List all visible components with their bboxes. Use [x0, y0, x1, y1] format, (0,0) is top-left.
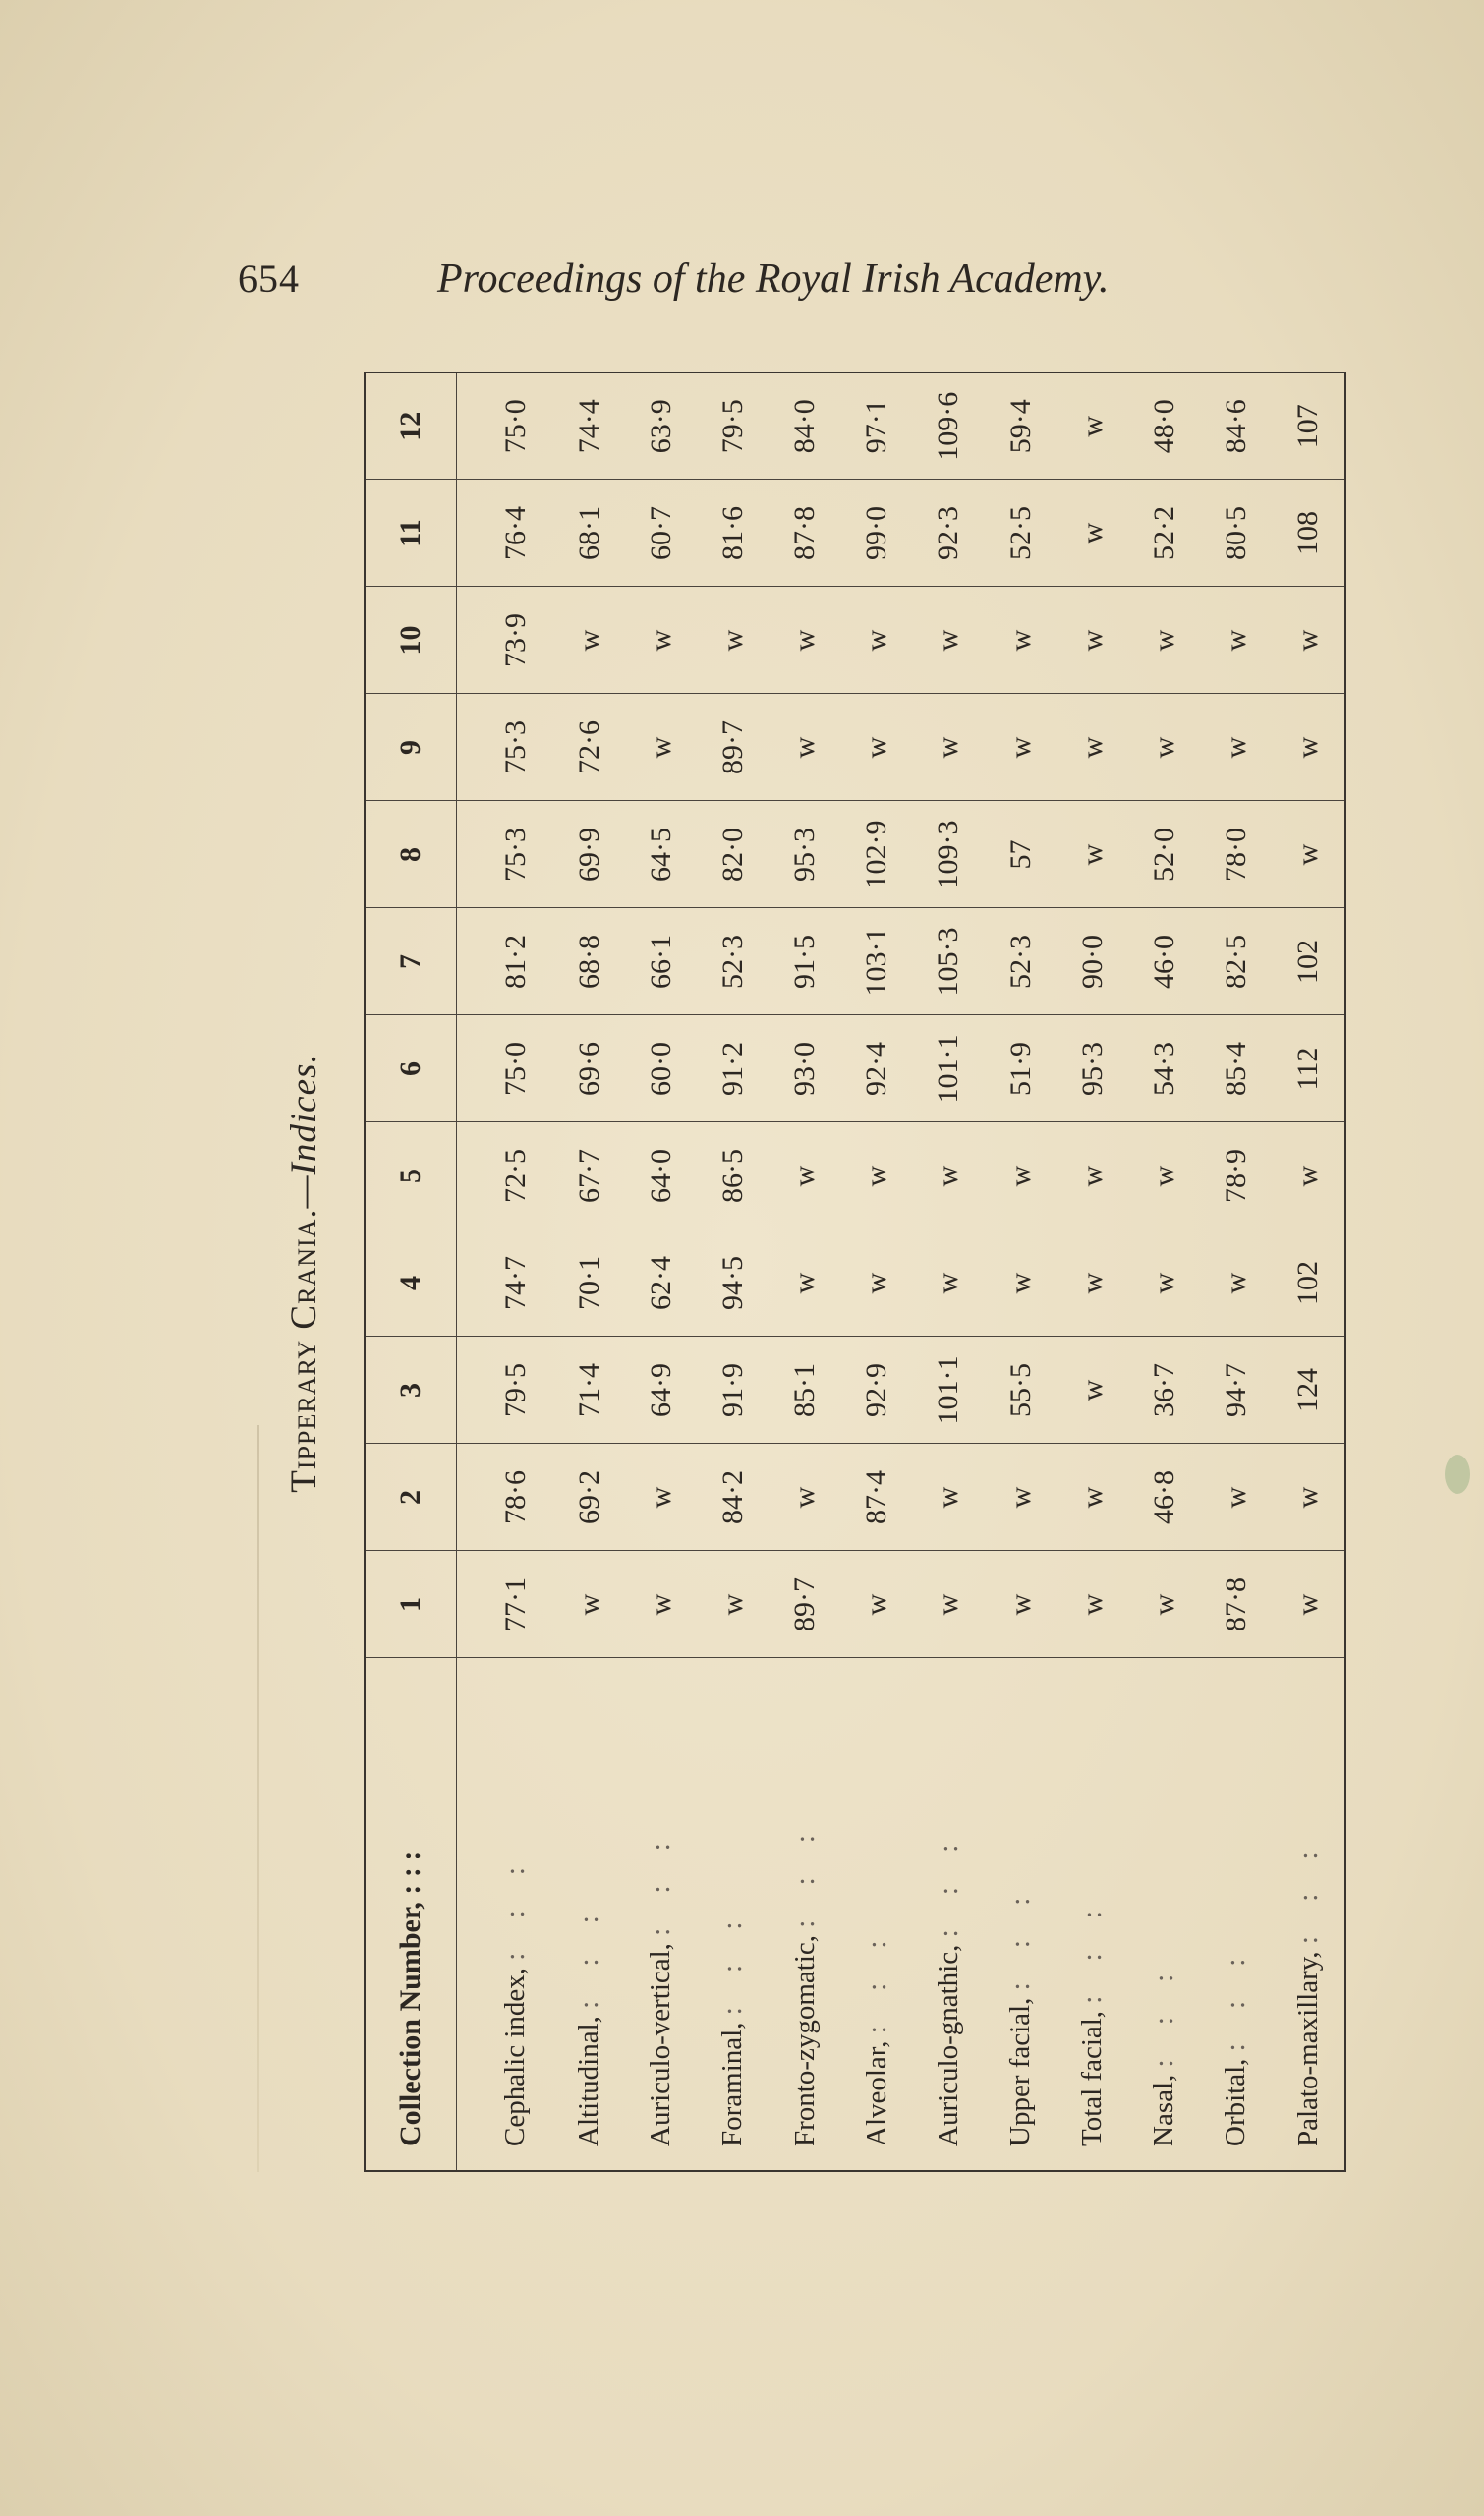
- leader-dots: : : :: [860, 1926, 892, 2034]
- leader-dots: : : :: [932, 1830, 964, 1938]
- table-cell: w: [913, 1444, 985, 1551]
- table-cell: w: [985, 587, 1056, 694]
- table-cell: w: [1056, 801, 1128, 908]
- table-cell: w: [841, 1122, 913, 1229]
- table-row: [553, 372, 625, 2171]
- leader-dots: : : :: [573, 1902, 605, 2009]
- leader-dots: : : :: [394, 1850, 427, 1895]
- row-label: [697, 1658, 769, 2171]
- table-cell: w: [697, 1551, 769, 1658]
- table-cell: w: [769, 1444, 840, 1551]
- table-cell: 108: [1273, 480, 1345, 587]
- leader-dots: : : :: [499, 1854, 532, 1961]
- table-cell: 95·3: [1056, 1015, 1128, 1122]
- table-cell: 91·2: [697, 1015, 769, 1122]
- table-cell: w: [841, 1551, 913, 1658]
- table-cell: w: [913, 1122, 985, 1229]
- table-cell: w: [553, 587, 625, 694]
- row-label-text: Auriculo-vertical,: [645, 1943, 677, 2146]
- table-cell: w: [697, 587, 769, 694]
- table-cell: 48·0: [1128, 372, 1200, 480]
- table-cell: w: [985, 1444, 1056, 1551]
- table-cell: w: [553, 1551, 625, 1658]
- row-label-text: Alveolar,: [860, 2040, 892, 2146]
- table-cell: 75·3: [457, 801, 553, 908]
- table-cell: w: [1273, 1551, 1345, 1658]
- table-cell: w: [1128, 1551, 1200, 1658]
- table-cell: 89·7: [769, 1551, 840, 1658]
- column-header-11: 11: [365, 480, 457, 587]
- leader-dots: : : :: [1076, 1897, 1109, 2004]
- row-label: [625, 1658, 697, 2171]
- row-label: [1273, 1658, 1345, 2171]
- leader-dots: : : :: [788, 1821, 821, 1928]
- table-cell: 52·2: [1128, 480, 1200, 587]
- table-cell: 91·5: [769, 908, 840, 1015]
- table-cell: 95·3: [769, 801, 840, 908]
- table-cell: 87·4: [841, 1444, 913, 1551]
- row-label: [841, 1658, 913, 2171]
- table-cell: 52·3: [985, 908, 1056, 1015]
- table-cell: 70·1: [553, 1229, 625, 1337]
- table-cell: 101·1: [913, 1337, 985, 1444]
- table-cell: w: [841, 694, 913, 801]
- table-cell: w: [769, 1122, 840, 1229]
- row-label-text: Upper facial,: [1004, 1997, 1036, 2146]
- table-cell: 52·5: [985, 480, 1056, 587]
- table-cell: 85·1: [769, 1337, 840, 1444]
- table-cell: 69·9: [553, 801, 625, 908]
- table-cell: w: [985, 1229, 1056, 1337]
- table-cell: 66·1: [625, 908, 697, 1015]
- table-cell: 91·9: [697, 1337, 769, 1444]
- table-cell: 81·2: [457, 908, 553, 1015]
- table-cell: 84·6: [1200, 372, 1272, 480]
- caption-subtitle: —Indices.: [284, 1053, 324, 1209]
- table-cell: 101·1: [913, 1015, 985, 1122]
- table-cell: w: [1200, 587, 1272, 694]
- table-cell: 93·0: [769, 1015, 840, 1122]
- table-header-row: [365, 372, 457, 2171]
- column-header-2: 2: [365, 1444, 457, 1551]
- row-label-text: Total facial,: [1076, 2010, 1109, 2146]
- table-cell: 75·0: [457, 1015, 553, 1122]
- table-cell: 73·9: [457, 587, 553, 694]
- table-cell: 75·0: [457, 372, 553, 480]
- row-label-text: Orbital,: [1220, 2058, 1252, 2146]
- table-cell: w: [913, 1551, 985, 1658]
- table-cell: 103·1: [841, 908, 913, 1015]
- table-row: [625, 372, 697, 2171]
- table-cell: 51·9: [985, 1015, 1056, 1122]
- table-cell: w: [985, 1122, 1056, 1229]
- table-cell: w: [1128, 587, 1200, 694]
- table-cell: 78·9: [1200, 1122, 1272, 1229]
- caption-title: Tipperary Crania.: [284, 1208, 324, 1493]
- table-body: [457, 372, 1346, 2171]
- leader-dots: : : :: [1220, 1944, 1252, 2052]
- table-cell: 60·0: [625, 1015, 697, 1122]
- leader-dots: : : :: [1291, 1837, 1324, 1945]
- table-cell: 67·7: [553, 1122, 625, 1229]
- column-header-6: 6: [365, 1015, 457, 1122]
- leader-dots: : : :: [716, 1908, 749, 2016]
- table-cell: 97·1: [841, 372, 913, 480]
- table-cell: w: [1056, 1551, 1128, 1658]
- table-cell: w: [913, 1229, 985, 1337]
- table-cell: 85·4: [1200, 1015, 1272, 1122]
- row-label: [1200, 1658, 1272, 2171]
- row-label-text: Auriculo-gnathic,: [932, 1944, 964, 2146]
- table-cell: w: [1056, 587, 1128, 694]
- column-header-9: 9: [365, 694, 457, 801]
- column-header-5: 5: [365, 1122, 457, 1229]
- table-cell: 94·7: [1200, 1337, 1272, 1444]
- table-cell: 79·5: [697, 372, 769, 480]
- table-cell: w: [1056, 480, 1128, 587]
- table-cell: 102·9: [841, 801, 913, 908]
- collection-number-label: Collection Number,: [394, 1902, 427, 2146]
- table-cell: 54·3: [1128, 1015, 1200, 1122]
- table-cell: 68·8: [553, 908, 625, 1015]
- table-cell: 84·2: [697, 1444, 769, 1551]
- table-cell: 102: [1273, 1229, 1345, 1337]
- table-row: [769, 372, 840, 2171]
- table-cell: w: [625, 694, 697, 801]
- table-row: [1273, 372, 1345, 2171]
- table-cell: 112: [1273, 1015, 1345, 1122]
- table-cell: w: [769, 587, 840, 694]
- table-cell: w: [1056, 1337, 1128, 1444]
- leader-dots: : : :: [645, 1829, 677, 1936]
- row-label: [769, 1658, 840, 2171]
- row-label: [1056, 1658, 1128, 2171]
- row-label-text: Foraminal,: [716, 2022, 749, 2146]
- table-cell: w: [985, 1551, 1056, 1658]
- table-cell: w: [625, 1551, 697, 1658]
- table-cell: 84·0: [769, 372, 840, 480]
- table-row: [985, 372, 1056, 2171]
- table-cell: 87·8: [1200, 1551, 1272, 1658]
- table-cell: w: [625, 1444, 697, 1551]
- table-cell: 124: [1273, 1337, 1345, 1444]
- table-cell: w: [985, 694, 1056, 801]
- table-cell: 82·5: [1200, 908, 1272, 1015]
- table-cell: 76·4: [457, 480, 553, 587]
- table-cell: 92·9: [841, 1337, 913, 1444]
- table-cell: 89·7: [697, 694, 769, 801]
- table-row: [913, 372, 985, 2171]
- table-cell: 52·3: [697, 908, 769, 1015]
- table-cell: w: [913, 694, 985, 801]
- table-cell: w: [769, 1229, 840, 1337]
- table-cell: w: [841, 1229, 913, 1337]
- table-cell: w: [1128, 1122, 1200, 1229]
- table-cell: 74·4: [553, 372, 625, 480]
- table-cell: 81·6: [697, 480, 769, 587]
- table-cell: 68·1: [553, 480, 625, 587]
- table-cell: 90·0: [1056, 908, 1128, 1015]
- row-label: [913, 1658, 985, 2171]
- table-cell: w: [1200, 1444, 1272, 1551]
- table-row: [1200, 372, 1272, 2171]
- table-cell: w: [1056, 694, 1128, 801]
- page-number: 654: [238, 257, 300, 301]
- row-label: [553, 1658, 625, 2171]
- column-header-1: 1: [365, 1551, 457, 1658]
- table-cell: w: [1056, 1229, 1128, 1337]
- column-header-4: 4: [365, 1229, 457, 1337]
- table-cell: 69·2: [553, 1444, 625, 1551]
- row-label: [985, 1658, 1056, 2171]
- table-cell: 92·3: [913, 480, 985, 587]
- table-cell: 75·3: [457, 694, 553, 801]
- table-cell: 79·5: [457, 1337, 553, 1444]
- table-cell: 55·5: [985, 1337, 1056, 1444]
- table-cell: w: [913, 587, 985, 694]
- table-cell: w: [1056, 372, 1128, 480]
- table-cell: w: [1056, 1444, 1128, 1551]
- table-cell: 59·4: [985, 372, 1056, 480]
- table-cell: w: [1273, 694, 1345, 801]
- table-row: [457, 372, 553, 2171]
- table-cell: 87·8: [769, 480, 840, 587]
- column-header-3: 3: [365, 1337, 457, 1444]
- table-row: [841, 372, 913, 2171]
- table-row: [697, 372, 769, 2171]
- table-cell: w: [1128, 1229, 1200, 1337]
- paper-stain: [1445, 1455, 1470, 1494]
- table-cell: 82·0: [697, 801, 769, 908]
- table-cell: 102: [1273, 908, 1345, 1015]
- table-cell: 46·8: [1128, 1444, 1200, 1551]
- table-cell: 105·3: [913, 908, 985, 1015]
- table-cell: 107: [1273, 372, 1345, 480]
- table-cell: 109·3: [913, 801, 985, 908]
- column-header-10: 10: [365, 587, 457, 694]
- table-cell: 36·7: [1128, 1337, 1200, 1444]
- row-label-text: Fronto-zygomatic,: [788, 1934, 821, 2146]
- rotated-table-block: [265, 373, 1366, 2172]
- column-header-8: 8: [365, 801, 457, 908]
- column-header-12: 12: [365, 372, 457, 480]
- leader-dots: : : :: [1148, 1960, 1180, 2068]
- table-cell: w: [1128, 694, 1200, 801]
- table-cell: 78·0: [1200, 801, 1272, 908]
- page-fold-shadow: [257, 1425, 259, 2172]
- table-cell: 74·7: [457, 1229, 553, 1337]
- table-row: [1056, 372, 1128, 2171]
- table-caption: [265, 373, 344, 2172]
- table-cell: w: [1200, 1229, 1272, 1337]
- table-cell: 62·4: [625, 1229, 697, 1337]
- row-label: [457, 1658, 553, 2171]
- indices-table: [364, 372, 1346, 2172]
- table-cell: 92·4: [841, 1015, 913, 1122]
- table-row: [1128, 372, 1200, 2171]
- table-cell: 77·1: [457, 1551, 553, 1658]
- table-cell: w: [769, 694, 840, 801]
- table-cell: 109·6: [913, 372, 985, 480]
- table-cell: 71·4: [553, 1337, 625, 1444]
- table-cell: 52·0: [1128, 801, 1200, 908]
- table-cell: 63·9: [625, 372, 697, 480]
- table-cell: 99·0: [841, 480, 913, 587]
- table-cell: 86·5: [697, 1122, 769, 1229]
- table-cell: w: [1273, 587, 1345, 694]
- table-cell: w: [1056, 1122, 1128, 1229]
- table-cell: 64·5: [625, 801, 697, 908]
- table-cell: 57: [985, 801, 1056, 908]
- table-cell: 94·5: [697, 1229, 769, 1337]
- table-cell: w: [841, 587, 913, 694]
- table-cell: w: [1273, 1122, 1345, 1229]
- leader-dots: : : :: [1004, 1883, 1036, 1991]
- table-cell: w: [625, 587, 697, 694]
- table-cell: 64·0: [625, 1122, 697, 1229]
- row-label-text: Cephalic index,: [499, 1967, 532, 2146]
- table-cell: 80·5: [1200, 480, 1272, 587]
- table-cell: w: [1273, 801, 1345, 908]
- table-cell: 72·6: [553, 694, 625, 801]
- row-label-text: Palato-maxillary,: [1291, 1951, 1324, 2146]
- table-cell: 46·0: [1128, 908, 1200, 1015]
- table-cell: w: [1200, 694, 1272, 801]
- column-header-7: 7: [365, 908, 457, 1015]
- row-label: [1128, 1658, 1200, 2171]
- table-cell: 69·6: [553, 1015, 625, 1122]
- row-label-text: Altitudinal,: [573, 2016, 605, 2146]
- table-cell: 72·5: [457, 1122, 553, 1229]
- header-cell-label: [365, 1658, 457, 2171]
- table-cell: 64·9: [625, 1337, 697, 1444]
- table-cell: 60·7: [625, 480, 697, 587]
- table-cell: 78·6: [457, 1444, 553, 1551]
- table-cell: w: [1273, 1444, 1345, 1551]
- page-header: [0, 256, 1484, 314]
- running-head: Proceedings of the Royal Irish Academy.: [437, 257, 1110, 302]
- row-label-text: Nasal,: [1148, 2074, 1180, 2146]
